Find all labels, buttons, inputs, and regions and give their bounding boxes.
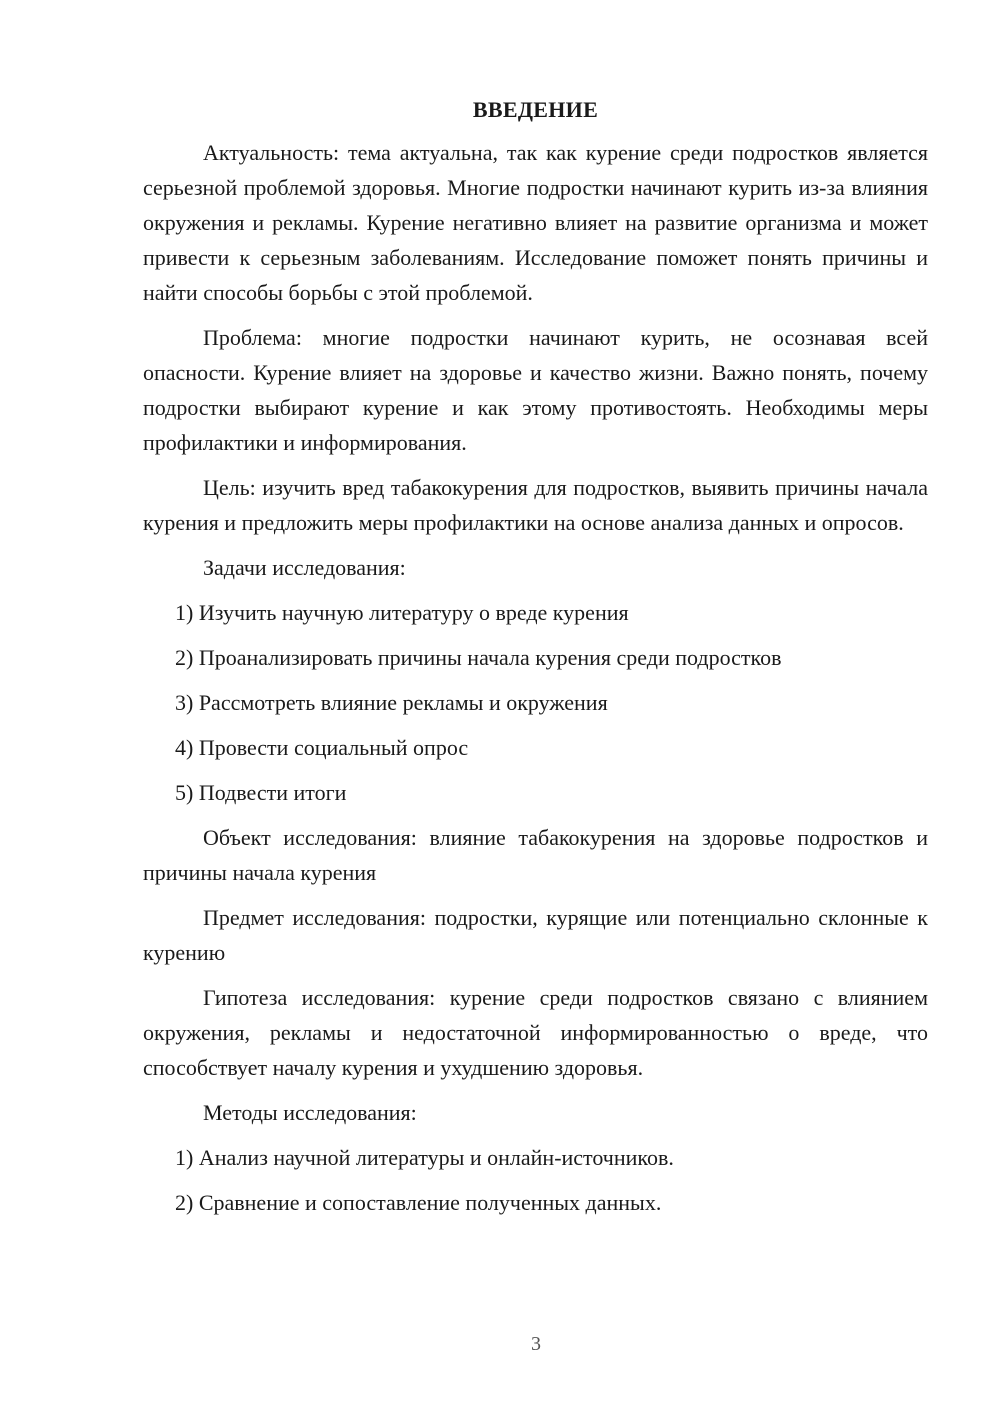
tasks-label: Задачи исследования: bbox=[203, 555, 406, 580]
tasks-list bbox=[143, 595, 928, 810]
subject-paragraph: Предмет исследования: подростки, курящие или потенциально склонные к курению bbox=[143, 905, 928, 965]
page-content bbox=[143, 95, 928, 1230]
list-item: 2) Сравнение и сопоставление полученных данных. bbox=[175, 1190, 662, 1215]
list-item: 5) Подвести итоги bbox=[175, 780, 347, 805]
methods-label: Методы исследования: bbox=[203, 1100, 417, 1125]
list-item: 3) Рассмотреть влияние рекламы и окружения bbox=[175, 690, 608, 715]
list-item: 1) Изучить научную литературу о вреде курения bbox=[175, 600, 629, 625]
page-number: 3 bbox=[531, 1333, 541, 1355]
hypothesis-paragraph: Гипотеза исследования: курение среди подростков связано с влиянием окружения, рекламы и недостаточной информированностью о вреде, что способствует началу курения и ухудшению здоровья. bbox=[143, 985, 928, 1080]
list-item: 4) Провести социальный опрос bbox=[175, 735, 469, 760]
problem-paragraph: Проблема: многие подростки начинают курить, не осознавая всей опасности. Курение влияет на здоровье и качество жизни. Важно понять, почему подростки выбирают курение и как этому противостоять. Необходимы меры профилактики и информирования. bbox=[143, 325, 928, 455]
methods-list bbox=[143, 1140, 928, 1220]
goal-paragraph: Цель: изучить вред табакокурения для подростков, выявить причины начала курения и предложить меры профилактики на основе анализа данных и опросов. bbox=[143, 475, 928, 535]
object-paragraph: Объект исследования: влияние табакокурения на здоровье подростков и причины начала курения bbox=[143, 825, 928, 885]
relevance-paragraph: Актуальность: тема актуальна, так как курение среди подростков является серьезной проблемой здоровья. Многие подростки начинают курить из-за влияния окружения и рекламы. Курение негативно влияет на развитие организма и может привести к серьезным заболеваниям. Исследование поможет понять причины и найти способы борьбы с этой проблемой. bbox=[143, 140, 928, 305]
section-title: ВВЕДЕНИЕ bbox=[472, 97, 599, 122]
list-item: 1) Анализ научной литературы и онлайн-источников. bbox=[175, 1145, 674, 1170]
list-item: 2) Проанализировать причины начала курения среди подростков bbox=[175, 645, 782, 670]
